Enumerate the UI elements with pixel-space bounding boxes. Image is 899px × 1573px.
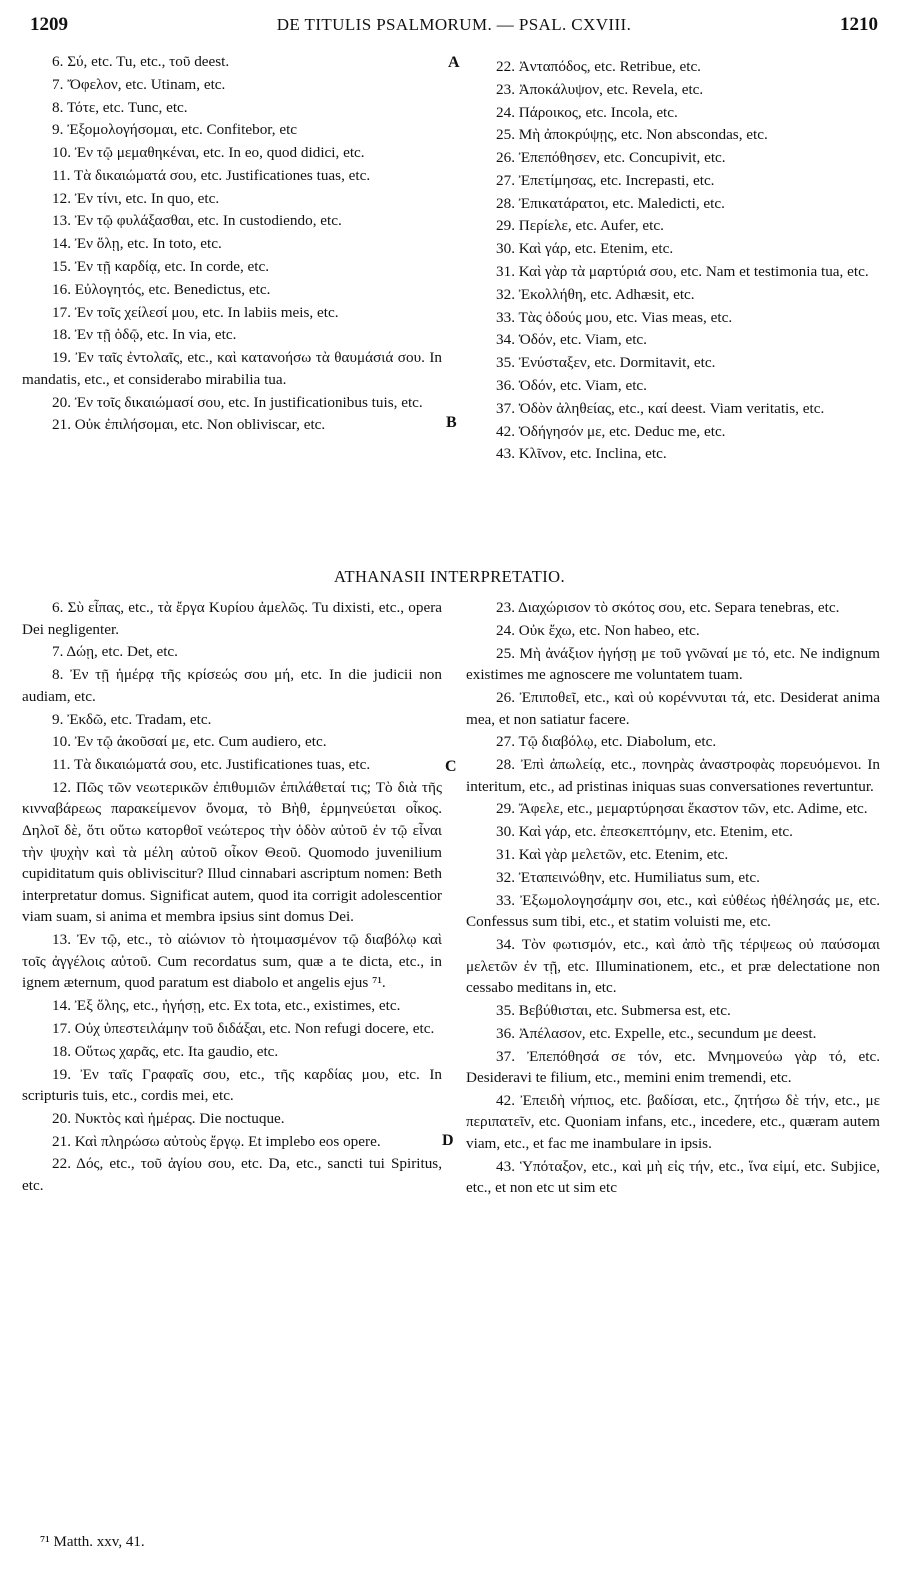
verse-entry: 9. Ἐκδῶ, etc. Tradam, etc. [52,710,212,728]
column-top-right [466,56,880,466]
verse-entry: 32. Ἐκολλήθη, etc. Adhæsit, etc. [496,285,695,303]
margin-marker-d: D [442,1132,454,1149]
verse-entry: 30. Καὶ γάρ, etc. ἐπεσκεπτόμην, etc. Etenim, etc. [496,823,793,841]
verse-entry: 37. Ὁδὸν ἀληθείας, etc., καί deest. Viam veritatis, etc. [496,399,825,417]
column-bottom-left [22,597,442,1198]
page-number-right: 1210 [840,14,878,35]
verse-entry: 34. Ὁδόν, etc. Viam, etc. [496,331,647,349]
verse-entry: 20. Νυκτὸς καὶ ἡμέρας. Die noctuque. [52,1109,285,1127]
verse-entry: 32. Ἐταπεινώθην, etc. Humiliatus sum, etc. [496,868,760,886]
verse-entry: 34. Τὸν φωτισμόν, etc., καὶ ἀπὸ τῆς τέρψεως οὐ παύσομαι μελετῶν ἐν τῇ, etc. Illuminationem, etc., et præ delectatione non cessabo meditans in, etc. [466,935,880,997]
verse-entry: 17. Ἐν τοῖς χείλεσί μου, etc. In labiis meis, etc. [52,303,339,321]
verse-entry: 8. Τότε, etc. Tunc, etc. [52,98,188,116]
verse-entry: 21. Καὶ πληρώσω αὐτοὺς ἔργῳ. Et implebo eos opere. [52,1132,381,1150]
verse-entry: 29. Περίελε, etc. Aufer, etc. [496,217,664,235]
verse-entry: 30. Καὶ γάρ, etc. Etenim, etc. [496,240,674,258]
footnote: ⁷¹ Matth. xxv, 41. [40,1534,145,1550]
verse-entry: 22. Ἀνταπόδος, etc. Retribue, etc. [496,58,701,75]
verse-entry: 31. Καὶ γὰρ μελετῶν, etc. Etenim, etc. [496,846,729,864]
verse-entry: 33. Ἐξωμολογησάμην σοι, etc., καὶ εὐθέως ἠθέλησάς με, etc. Confessus sum tibi, etc., et statim voluisti me, etc. [466,891,880,931]
verse-entry: 24. Πάροικος, etc. Incola, etc. [496,103,678,121]
verse-entry: 7. Ὄφελον, etc. Utinam, etc. [52,75,226,93]
verse-entry: 19. Ἐν ταῖς ἐντολαῖς, etc., καὶ κατανοήσω τὰ θαυμάσιά σου. In mandatis, etc., et considerabo mirabilia tua. [22,349,442,388]
verse-entry: 16. Εὐλογητός, etc. Benedictus, etc. [52,280,271,298]
verse-entry: 26. Ἐπιποθεῖ, etc., καὶ οὐ κορέννυται τά, etc. Desiderat anima mea, et non satiatur facere. [466,688,880,728]
margin-marker-c: C [445,758,457,775]
verse-entry: 27. Τῷ διαβόλῳ, etc. Diabolum, etc. [496,733,717,751]
verse-entry: 6. Σὺ εἶπας, etc., τὰ ἔργα Κυρίου ἀμελῶς. Tu dixisti, etc., opera Dei negligenter. [22,599,442,638]
verse-entry: 10. Ἐν τῷ μεμαθηκέναι, etc. In eo, quod didici, etc. [52,144,365,162]
verse-entry: 18. Ἐν τῇ ὁδῷ, etc. In via, etc. [52,326,237,344]
verse-entry: 20. Ἐν τοῖς δικαιώμασί σου, etc. In justificationibus tuis, etc. [52,393,423,411]
verse-entry: 9. Ἐξομολογήσομαι, etc. Confitebor, etc [52,121,298,139]
verse-entry: 22. Δός, etc., τοῦ ἁγίου σου, etc. Da, etc., sancti tui Spiritus, etc. [22,1155,442,1195]
verse-entry: 14. Ἐν ὅλῃ, etc. In toto, etc. [52,235,222,253]
verse-entry: 35. Βεβύθισται, etc. Submersa est, etc. [496,1001,731,1019]
verse-entry: 10. Ἐν τῷ ἀκοῦσαί με, etc. Cum audiero, etc. [52,733,327,751]
page-header [30,14,878,40]
verse-entry: 28. Ἐπικατάρατοι, etc. Maledicti, etc. [496,194,725,212]
verse-entry: 33. Τὰς ὁδούς μου, etc. Vias meas, etc. [496,308,733,326]
verse-entry: 12. Πῶς τῶν νεωτερικῶν ἐπιθυμιῶν ἐπιλάθεταί τις; Τὸ διὰ τῆς κινναβάρεως παρακείμενον ὄνομα, τὸ Βὴθ, ἑρμηνεύεται οἶκος. Δηλοῖ δὲ, ὅτι οὕτω κατορθοῖ νεώτερος τὴν ὁδὸν αὐτοῦ ἐν τῷ εἶναι τὴν ψυχὴν καὶ τὰ μέλη αὐτοῦ οἶκον Θεοῦ. Quomodo juvenilium cupiditatum quis obliviscitur? Illud cinnabari ascriptum nomen: Beth interpretatur domus. Significat autem, quod ita corrigit adolescentior viam suam, si anima et membra ipsius sint domus Dei. [22,778,442,926]
verse-entry: 37. Ἐπεπόθησά σε τόν, etc. Μνημονεύω γὰρ τό, etc. Desideravi te filium, etc., memini enim tremendi, etc. [466,1047,880,1087]
verse-entry: 29. Ἄφελε, etc., μεμαρτύρησαι ἕκαστον τῶν, etc. Adime, etc. [496,800,868,818]
running-title: DE TITULIS PSALMORUM. — PSAL. CXVIII. [276,15,632,34]
verse-entry: 14. Ἐξ ὅλης, etc., ἡγήσῃ, etc. Ex tota, etc., existimes, etc. [52,997,401,1015]
verse-entry: 42. Ἐπειδὴ νήπιος, etc. βαδίσαι, etc., ζητήσω δὲ τήν, etc., με περιπατεῖν, etc. Quoniam infans, etc., incedere, etc., quæram autem viam, etc., et fac me inambulare in ipsis. [466,1091,880,1153]
verse-entry: 43. Ὑπόταξον, etc., καὶ μὴ εἰς τήν, etc., ἵνα εἰμί, etc. Subjice, etc., et non etc ut sim etc [466,1157,880,1197]
column-top-left [22,51,442,437]
verse-entry: 8. Ἐν τῇ ἡμέρᾳ τῆς κρίσεώς σου μή, etc. In die judicii non audiam, etc. [22,666,442,705]
verse-entry: 25. Μὴ ἀνάξιον ἡγήσῃ με τοῦ γνῶναί με τό, etc. Ne indignum existimes me agnoscere me voluntatem tuam. [466,644,880,684]
margin-marker-a: A [448,54,460,71]
verse-entry: 31. Καὶ γὰρ τὰ μαρτύριά σου, etc. Nam et testimonia tua, etc. [496,263,869,281]
section-title: ATHANASII INTERPRETATIO. [333,567,565,586]
verse-entry: 21. Οὐκ ἐπιλήσομαι, etc. Non obliviscar, etc. [52,416,326,434]
verse-entry: 23. Διαχώρισον τὸ σκότος σου, etc. Separa tenebras, etc. [496,599,840,616]
column-bottom-right [466,597,880,1200]
verse-entry: 42. Ὁδήγησόν με, etc. Deduc me, etc. [496,422,726,440]
verse-entry: 23. Ἀποκάλυψον, etc. Revela, etc. [496,80,704,98]
verse-entry: 18. Οὕτως χαρᾶς, etc. Ita gaudio, etc. [52,1042,279,1060]
verse-entry: 26. Ἐπεπόθησεν, etc. Concupivit, etc. [496,149,726,167]
verse-entry: 13. Ἐν τῷ, etc., τὸ αἰώνιον τὸ ἡτοιμασμένον τῷ διαβόλῳ καὶ τοῖς ἀγγέλοις αὐτοῦ. Cum recordatus sum, quæ a te dicta, etc., in ignem æternum, quod paratum est diabolo et angelis ejus ⁷¹. [22,931,442,992]
margin-marker-b: B [446,414,457,431]
verse-entry: 36. Ὁδόν, etc. Viam, etc. [496,376,647,394]
page-number-left: 1209 [30,14,68,35]
verse-entry: 6. Σύ, etc. Tu, etc., τοῦ deest. [52,53,230,70]
verse-entry: 25. Μὴ ἀποκρύψῃς, etc. Non abscondas, etc. [496,126,768,144]
verse-entry: 43. Κλῖνον, etc. Inclina, etc. [496,445,667,463]
verse-entry: 15. Ἐν τῇ καρδίᾳ, etc. In corde, etc. [52,258,270,276]
verse-entry: 11. Τὰ δικαιώματά σου, etc. Justificationes tuas, etc. [52,166,371,184]
verse-entry: 35. Ἐνύσταξεν, etc. Dormitavit, etc. [496,354,716,372]
verse-entry: 24. Οὐκ ἔχω, etc. Non habeo, etc. [496,621,700,639]
verse-entry: 36. Ἀπέλασον, etc. Expelle, etc., secundum με deest. [496,1024,817,1042]
verse-entry: 27. Ἐπετίμησας, etc. Increpasti, etc. [496,171,715,189]
verse-entry: 12. Ἐν τίνι, etc. In quo, etc. [52,189,220,207]
verse-entry: 13. Ἐν τῷ φυλάξασθαι, etc. In custodiendo, etc. [52,212,342,230]
verse-entry: 7. Δώῃ, etc. Det, etc. [52,643,178,661]
verse-entry: 17. Οὐχ ὑπεστειλάμην τοῦ διδάξαι, etc. Non refugi docere, etc. [52,1019,435,1037]
verse-entry: 11. Τὰ δικαιώματά σου, etc. Justificationes tuas, etc. [52,756,371,774]
verse-entry: 19. Ἐν ταῖς Γραφαῖς σου, etc., τῆς καρδίας μου, etc. In scripturis tuis, etc., cordis mei, etc. [22,1065,442,1105]
verse-entry: 28. Ἐπὶ ἀπωλείᾳ, etc., πονηρὰς ἀναστροφὰς πορευόμενοι. In interitum, etc., ad pristinas iniquas suas conversationes revertuntur. [466,756,880,795]
